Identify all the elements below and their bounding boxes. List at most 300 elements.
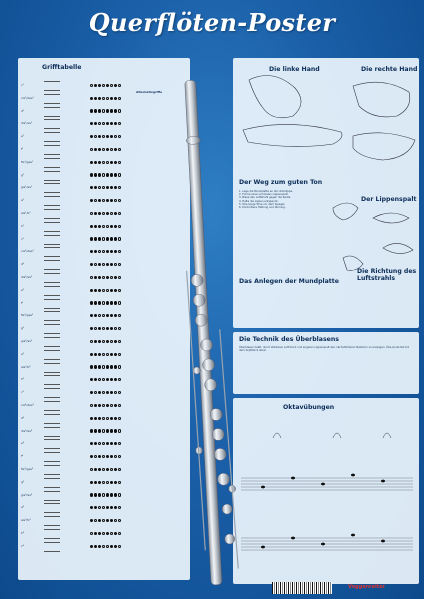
key-hole: [110, 186, 113, 189]
key-hole: [98, 327, 101, 330]
fingering-diagram: [90, 453, 122, 458]
key-hole: [114, 417, 117, 420]
key-hole: [110, 442, 113, 445]
note-name: h³: [21, 531, 25, 535]
key-hole: [118, 109, 121, 112]
note-name: g³: [21, 479, 25, 484]
key-hole: [90, 212, 93, 215]
key-hole: [102, 212, 105, 215]
key-hole: [94, 545, 97, 548]
key-hole: [118, 327, 121, 330]
overblowing-text: Überblasen heißt, durch stärkeren Luftdruck und engeren Lippenspalt den nächsthöheren Naturton zu erzeugen. Übe zunächst mit dem Kopfstück allein.: [239, 346, 409, 353]
key-hole: [110, 481, 113, 484]
key-hole: [90, 532, 93, 535]
staff-snippet: [44, 529, 60, 539]
key-hole: [118, 340, 121, 343]
fingering-diagram: [90, 466, 122, 471]
key-hole: [94, 84, 97, 87]
key-hole: [110, 97, 113, 100]
note-name: dis¹/es¹: [21, 121, 33, 126]
staff-snippet: [44, 478, 60, 488]
note-name: e¹: [21, 134, 25, 139]
key-hole: [90, 173, 93, 176]
key-hole: [114, 378, 117, 381]
key-hole: [102, 404, 105, 407]
staff-snippet: [44, 388, 60, 398]
key-hole: [90, 545, 93, 548]
key-hole: [106, 173, 109, 176]
fingering-diagram: [90, 82, 122, 87]
key-hole: [118, 161, 121, 164]
staff-snippet: [44, 516, 60, 526]
key-hole: [98, 429, 101, 432]
staff-snippet: [44, 414, 60, 424]
key-hole: [94, 301, 97, 304]
key-hole: [110, 429, 113, 432]
key-hole: [106, 353, 109, 356]
key-hole: [90, 276, 93, 279]
note-name: f¹: [21, 147, 24, 151]
key-hole: [106, 212, 109, 215]
key-hole: [110, 353, 113, 356]
staff-snippet: [44, 363, 60, 373]
key-hole: [118, 250, 121, 253]
staff-snippet: [44, 452, 60, 462]
key-hole: [90, 250, 93, 253]
fingering-diagram: [90, 376, 122, 381]
key-hole: [102, 148, 105, 151]
key-hole: [110, 135, 113, 138]
key-hole: [98, 442, 101, 445]
key-hole: [106, 532, 109, 535]
note-name: fis²/ges²: [21, 313, 34, 318]
key-hole: [114, 468, 117, 471]
air-direction-heading: Die Richtung des Luftstrahls: [357, 268, 417, 282]
staff-snippet: [44, 247, 60, 257]
key-hole: [118, 276, 121, 279]
key-hole: [114, 519, 117, 522]
key-hole: [118, 225, 121, 228]
note-name: gis³/as³: [21, 492, 33, 497]
key-hole: [94, 468, 97, 471]
fingering-diagram: [90, 389, 122, 394]
key-hole: [102, 109, 105, 112]
key-hole: [106, 250, 109, 253]
staff-snippet: [44, 491, 60, 501]
key-hole: [114, 225, 117, 228]
staff-snippet: [44, 158, 60, 168]
key-hole: [98, 161, 101, 164]
fingering-diagram: [90, 261, 122, 266]
octave-panel: [233, 398, 419, 584]
staff-snippet: [44, 273, 60, 283]
key-hole: [106, 506, 109, 509]
key-hole: [102, 199, 105, 202]
key-hole: [94, 378, 97, 381]
good-tone-text: 1. Lege die Mundplatte an die Unterlippe. 2. Forme einen schmalen Lippenspalt. 3. Blase den Luftstrahl gegen die Kante. 4. Halte die Lippen entspannt. 5. Übe lange Töne vor dem Spiegel. 6. Kontrolliere Haltung und Atmung.: [239, 190, 293, 210]
key-hole: [90, 237, 93, 240]
note-name: ais¹/b¹: [21, 211, 31, 215]
key-hole: [118, 122, 121, 125]
staff-snippet: [44, 503, 60, 513]
right-hand-heading: Die rechte Hand: [361, 66, 418, 73]
key-hole: [102, 186, 105, 189]
key-hole: [90, 122, 93, 125]
fingering-diagram: [90, 300, 122, 305]
key-hole: [110, 225, 113, 228]
key-hole: [102, 289, 105, 292]
key-hole: [102, 532, 105, 535]
key-hole: [98, 122, 101, 125]
key-hole: [90, 404, 93, 407]
key-hole: [94, 135, 97, 138]
fingering-diagram: [90, 415, 122, 420]
key-hole: [98, 340, 101, 343]
note-name: cis¹/des¹: [21, 95, 34, 100]
key-hole: [106, 84, 109, 87]
key-hole: [98, 519, 101, 522]
good-tone-heading: Der Weg zum guten Ton: [239, 179, 323, 186]
key-hole: [114, 353, 117, 356]
key-hole: [102, 481, 105, 484]
key-hole: [106, 429, 109, 432]
key-hole: [110, 455, 113, 458]
key-hole: [110, 122, 113, 125]
note-name: e³: [21, 441, 25, 446]
key-hole: [94, 327, 97, 330]
note-name: h¹: [21, 223, 25, 228]
key-hole: [98, 493, 101, 496]
key-hole: [98, 455, 101, 458]
key-hole: [102, 276, 105, 279]
staff-snippet: [44, 107, 60, 117]
key-hole: [106, 263, 109, 266]
key-hole: [106, 109, 109, 112]
key-hole: [106, 378, 109, 381]
hand-position-panel: [233, 58, 419, 328]
key-hole: [94, 276, 97, 279]
key-hole: [98, 391, 101, 394]
key-hole: [94, 263, 97, 266]
key-hole: [90, 493, 93, 496]
key-hole: [90, 148, 93, 151]
key-hole: [118, 545, 121, 548]
note-name: dis³/es³: [21, 428, 33, 433]
fingering-diagram: [90, 428, 122, 433]
key-hole: [110, 314, 113, 317]
key-hole: [110, 263, 113, 266]
key-hole: [98, 109, 101, 112]
key-hole: [110, 519, 113, 522]
key-hole: [114, 148, 117, 151]
key-hole: [118, 417, 121, 420]
note-name: a¹: [21, 198, 25, 203]
key-hole: [114, 506, 117, 509]
key-hole: [106, 122, 109, 125]
key-hole: [106, 340, 109, 343]
key-hole: [114, 250, 117, 253]
left-hand-heading: Die linke Hand: [269, 66, 320, 73]
fingering-diagram: [90, 504, 122, 509]
key-hole: [102, 263, 105, 266]
staff-snippet: [44, 401, 60, 411]
key-hole: [114, 84, 117, 87]
key-hole: [114, 97, 117, 100]
embouchure-panel: [233, 268, 419, 394]
key-hole: [106, 186, 109, 189]
key-hole: [102, 301, 105, 304]
overblowing-heading: Die Technik des Überblasens: [239, 336, 339, 343]
key-hole: [110, 250, 113, 253]
key-hole: [118, 481, 121, 484]
key-hole: [106, 442, 109, 445]
note-name: d²: [21, 262, 25, 267]
key-hole: [114, 429, 117, 432]
fingering-diagram: [90, 274, 122, 279]
key-hole: [118, 289, 121, 292]
fingering-diagram: [90, 159, 122, 164]
key-hole: [90, 135, 93, 138]
poster-title: Querflöten-Poster: [88, 8, 336, 37]
key-hole: [106, 545, 109, 548]
key-hole: [106, 468, 109, 471]
key-hole: [94, 186, 97, 189]
key-hole: [94, 365, 97, 368]
staff-snippet: [44, 350, 60, 360]
key-hole: [114, 135, 117, 138]
key-hole: [118, 455, 121, 458]
key-hole: [118, 148, 121, 151]
key-hole: [98, 545, 101, 548]
note-name: dis²/es²: [21, 275, 33, 279]
key-hole: [102, 468, 105, 471]
fingering-diagram: [90, 530, 122, 535]
key-hole: [118, 135, 121, 138]
key-hole: [98, 225, 101, 228]
key-hole: [90, 417, 93, 420]
key-hole: [94, 506, 97, 509]
key-hole: [114, 199, 117, 202]
note-name: cis³/des³: [21, 403, 34, 407]
key-hole: [110, 161, 113, 164]
key-hole: [110, 212, 113, 215]
key-hole: [90, 161, 93, 164]
note-name: a²: [21, 351, 25, 356]
key-hole: [110, 148, 113, 151]
key-hole: [102, 455, 105, 458]
key-hole: [106, 276, 109, 279]
key-hole: [102, 135, 105, 138]
key-hole: [98, 276, 101, 279]
key-hole: [110, 468, 113, 471]
key-hole: [94, 289, 97, 292]
flute-illustration: [160, 70, 250, 599]
key-hole: [90, 186, 93, 189]
key-hole: [114, 276, 117, 279]
key-hole: [106, 199, 109, 202]
mouthplate-heading: Das Anlegen der Mundplatte: [239, 278, 339, 285]
key-hole: [118, 391, 121, 394]
key-hole: [102, 417, 105, 420]
key-hole: [114, 212, 117, 215]
key-hole: [98, 250, 101, 253]
key-hole: [118, 263, 121, 266]
key-hole: [94, 225, 97, 228]
key-hole: [110, 532, 113, 535]
key-hole: [114, 365, 117, 368]
key-hole: [90, 519, 93, 522]
key-hole: [90, 391, 93, 394]
key-hole: [114, 314, 117, 317]
key-hole: [90, 84, 93, 87]
key-hole: [114, 161, 117, 164]
note-name: fis³/ges³: [21, 467, 34, 471]
key-hole: [110, 417, 113, 420]
key-hole: [106, 327, 109, 330]
key-hole: [102, 173, 105, 176]
fingering-diagram: [90, 517, 122, 522]
key-hole: [118, 84, 121, 87]
key-hole: [118, 186, 121, 189]
fingering-diagram: [90, 210, 122, 215]
key-hole: [98, 148, 101, 151]
key-hole: [90, 263, 93, 266]
key-hole: [94, 404, 97, 407]
fingering-diagram: [90, 248, 122, 253]
key-hole: [102, 327, 105, 330]
key-hole: [106, 365, 109, 368]
key-hole: [98, 301, 101, 304]
key-hole: [90, 353, 93, 356]
staff-snippet: [44, 209, 60, 219]
staff-snippet: [44, 222, 60, 232]
key-hole: [94, 519, 97, 522]
key-hole: [114, 327, 117, 330]
key-hole: [94, 532, 97, 535]
key-hole: [98, 173, 101, 176]
key-hole: [118, 212, 121, 215]
note-name: h²: [21, 377, 25, 382]
fingering-diagram: [90, 172, 122, 177]
key-hole: [102, 365, 105, 368]
key-hole: [118, 199, 121, 202]
fingering-diagram: [90, 223, 122, 228]
key-hole: [98, 532, 101, 535]
key-hole: [94, 417, 97, 420]
note-name: g¹: [21, 172, 25, 177]
key-hole: [110, 340, 113, 343]
note-name: c²: [21, 236, 24, 241]
note-name: fis¹/ges¹: [21, 159, 34, 164]
key-hole: [98, 417, 101, 420]
note-name: f²: [21, 300, 24, 305]
key-hole: [114, 301, 117, 304]
key-hole: [114, 442, 117, 445]
key-hole: [90, 109, 93, 112]
fingering-diagram: [90, 133, 122, 138]
key-hole: [114, 289, 117, 292]
key-hole: [110, 404, 113, 407]
key-hole: [94, 481, 97, 484]
note-name: d³: [21, 415, 25, 420]
note-name: ais²/b²: [21, 364, 31, 369]
fingering-diagram: [90, 402, 122, 407]
key-hole: [94, 109, 97, 112]
key-hole: [114, 173, 117, 176]
key-hole: [114, 532, 117, 535]
note-name: c¹: [21, 83, 24, 87]
key-hole: [114, 455, 117, 458]
key-hole: [118, 301, 121, 304]
key-hole: [118, 493, 121, 496]
key-hole: [106, 225, 109, 228]
key-hole: [94, 161, 97, 164]
key-hole: [114, 404, 117, 407]
note-name: ais³/b³: [21, 518, 31, 523]
key-hole: [94, 97, 97, 100]
key-hole: [110, 391, 113, 394]
staff-snippet: [44, 299, 60, 309]
key-hole: [118, 519, 121, 522]
key-hole: [114, 391, 117, 394]
key-hole: [110, 289, 113, 292]
staff-snippet: [44, 145, 60, 155]
key-hole: [102, 378, 105, 381]
key-hole: [98, 212, 101, 215]
key-hole: [106, 519, 109, 522]
key-hole: [106, 404, 109, 407]
key-hole: [90, 314, 93, 317]
key-hole: [106, 391, 109, 394]
key-hole: [110, 493, 113, 496]
key-hole: [102, 225, 105, 228]
staff-snippet: [44, 119, 60, 129]
staff-snippet: [44, 183, 60, 193]
note-name: d¹: [21, 108, 25, 113]
key-hole: [98, 237, 101, 240]
key-hole: [102, 340, 105, 343]
staff-snippet: [44, 286, 60, 296]
key-hole: [110, 109, 113, 112]
key-hole: [114, 122, 117, 125]
key-hole: [102, 429, 105, 432]
key-hole: [98, 97, 101, 100]
key-hole: [94, 493, 97, 496]
key-hole: [110, 506, 113, 509]
fingering-chart-heading: Grifftabelle: [42, 64, 82, 71]
publisher-logo: Voggenreiter: [348, 584, 385, 590]
key-hole: [94, 199, 97, 202]
key-hole: [94, 314, 97, 317]
key-hole: [94, 455, 97, 458]
fingering-diagram: [90, 287, 122, 292]
staff-snippet: [44, 171, 60, 181]
key-hole: [98, 186, 101, 189]
key-hole: [102, 97, 105, 100]
key-hole: [110, 84, 113, 87]
barcode: [272, 582, 332, 594]
fingering-diagram: [90, 492, 122, 497]
fingering-diagram: [90, 440, 122, 445]
fingering-diagram: [90, 364, 122, 369]
key-hole: [94, 148, 97, 151]
key-hole: [118, 468, 121, 471]
key-hole: [90, 327, 93, 330]
key-hole: [98, 365, 101, 368]
staff-snippet: [44, 235, 60, 245]
fingering-diagram: [90, 108, 122, 113]
key-hole: [110, 545, 113, 548]
